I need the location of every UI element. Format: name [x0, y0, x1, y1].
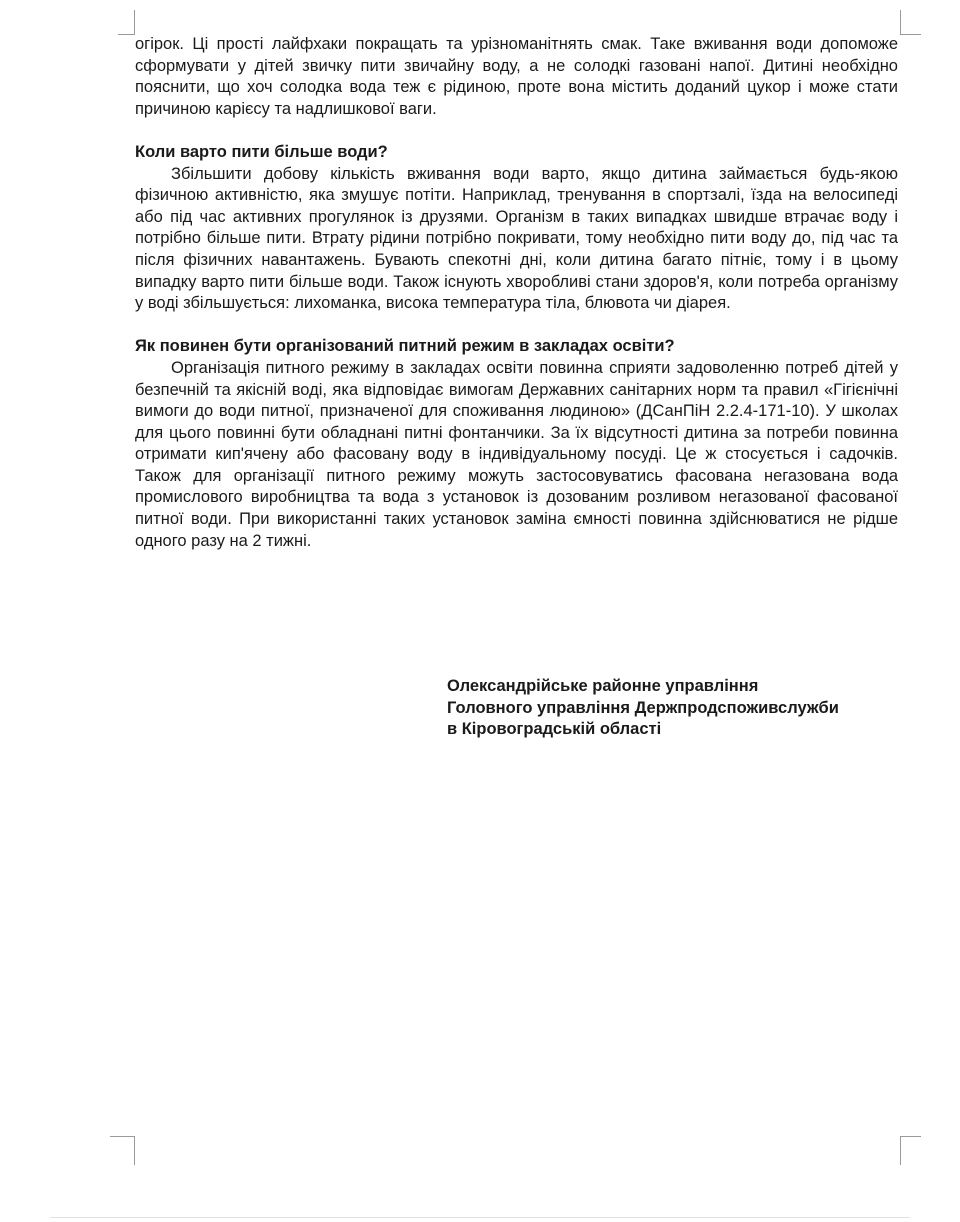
section-heading-school-regime: Як повинен бути організований питний режим в закладах освіти?	[135, 337, 675, 356]
crop-mark-top-right	[900, 10, 921, 35]
signature-line-2: Головного управління Держпродспоживслужби	[447, 698, 839, 717]
continuation-paragraph: огірок. Ці прості лайфхаки покращать та урізноманітнять смак. Таке вживання води допоможе сформувати у дітей звичку пити звичайну воду, а не солодкі газовані напої. Дитині необхідно пояснити, що хоч солодка вода теж є рідиною, проте вона містить доданий цукор і може стати причиною карієсу та надлишкової ваги.	[135, 35, 898, 118]
crop-mark-bottom-right	[900, 1136, 921, 1165]
section-heading-drinking-more: Коли варто пити більше води?	[135, 142, 388, 161]
crop-mark-bottom-left	[110, 1136, 135, 1165]
page-bottom-edge	[50, 1217, 910, 1218]
document-body	[135, 34, 898, 552]
signature-line-1: Олександрійське районне управління	[447, 677, 759, 695]
signature-block	[447, 676, 839, 741]
section-paragraph-school-regime: Організація питного режиму в закладах освіти повинна сприяти задоволенню потреб дітей у безпечній та якісній воді, яка відповідає вимогам Державних санітарних норм та правил «Гігієнічні вимоги до води питної, призначеної для споживання людиною» (ДСанПіН 2.2.4-171-10). У школах для цього повинні бути обладнані питні фонтанчики. За їх відсутності дитина за потреби повинна отримати кип'ячену або фасовану воду в індивідуальному посуді. Це ж стосується і садочків. Також для організації питного режиму можуть застосовуватись фасована негазована вода промислового виробництва та вода з установок із дозованим розливом негазованої фасованої питної води. При використанні таких установок заміна ємності повинна здійснюватися не рідше одного разу на 2 тижні.	[135, 358, 898, 550]
section-paragraph-drinking-more: Збільшити добову кількість вживання води варто, якщо дитина займається будь-якою фізичною активністю, яка змушує потіти. Наприклад, тренування в спортзалі, їзда на велосипеді або під час активних прогулянок із друзями. Організм в таких випадках швидше втрачає воду і потрібно більше пити. Втрату рідини потрібно покривати, тому необхідно пити воду до, під час та після фізичних навантажень. Бувають спекотні дні, коли дитина багато пітніє, тому і в цьому випадку варто пити більше води. Також існують хворобливі стани здоров'я, коли потреба організму у воді збільшується: лихоманка, висока температура тіла, блювота чи діарея.	[135, 164, 898, 313]
signature-line-3: в Кіровоградській області	[447, 720, 662, 739]
crop-mark-top-left	[118, 10, 135, 35]
